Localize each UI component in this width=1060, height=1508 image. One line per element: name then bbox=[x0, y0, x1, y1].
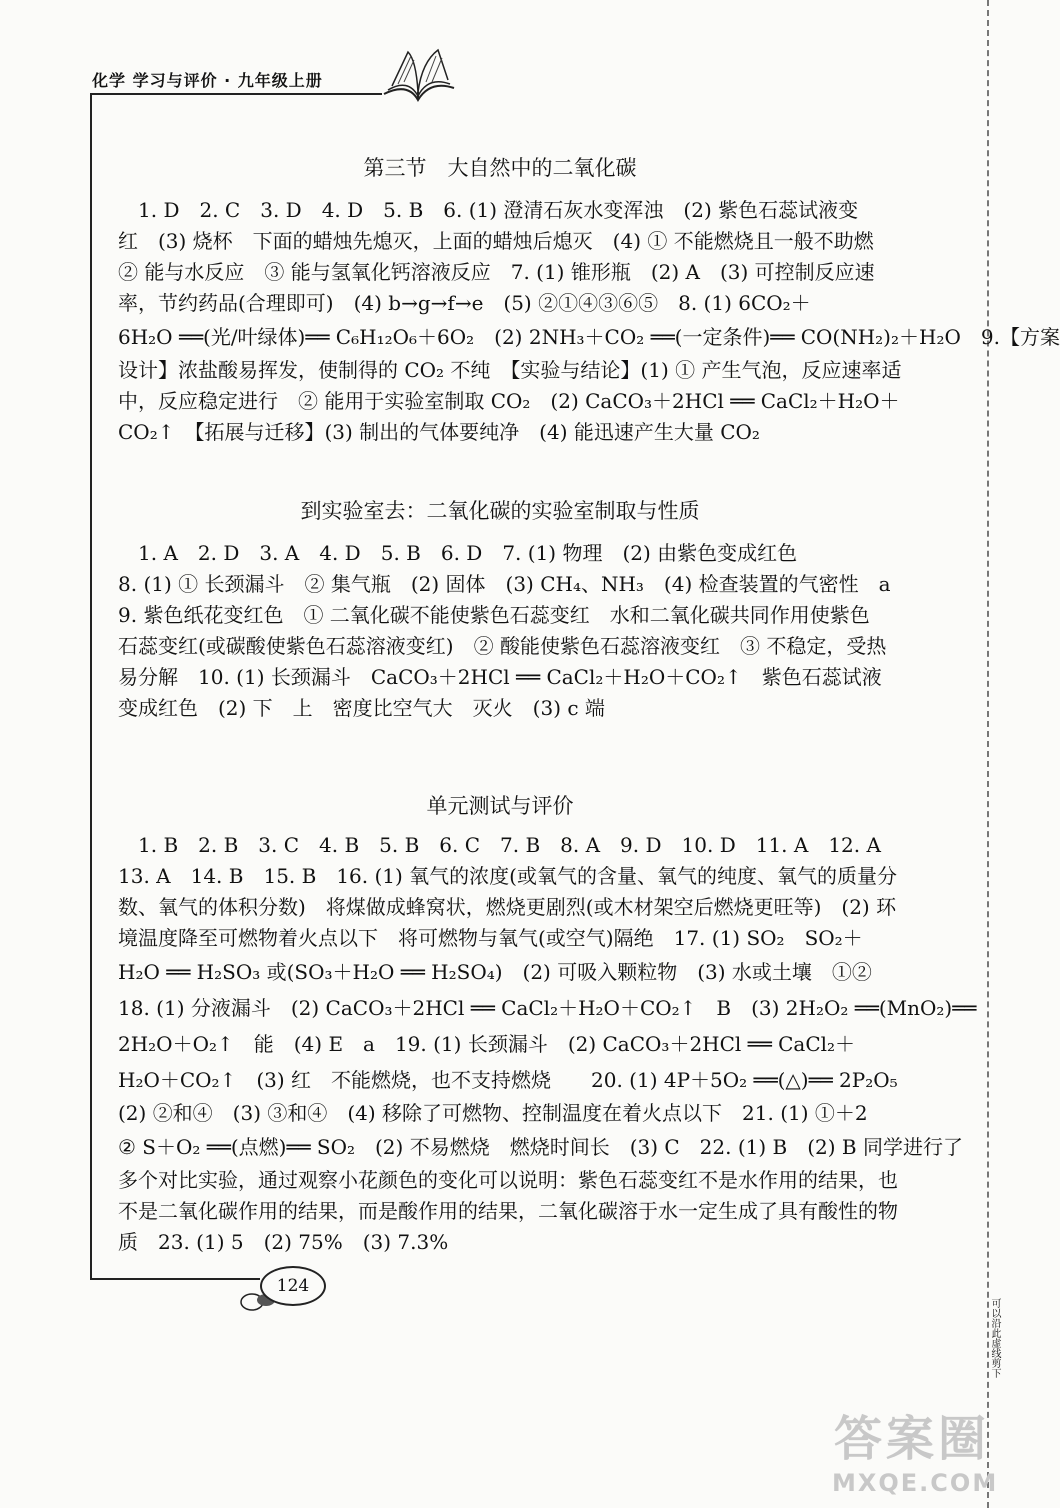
section-title-2: 到实验室去：二氧化碳的实验室制取与性质 bbox=[300, 499, 700, 523]
answer-line: ② 能与水反应 ③ 能与氢氧化钙溶液反应 7. (1) 锥形瓶 (2) A (3) 可控制反应速 bbox=[118, 260, 875, 284]
section-3-answers bbox=[118, 830, 977, 1258]
watermark-url: MXQE.COM bbox=[832, 1469, 999, 1497]
answer-line: 中，反应稳定进行 ② 能用于实验室制取 CO₂ (2) CaCO₃＋2HCl ══ CaCl₂＋H₂O＋ bbox=[118, 389, 900, 413]
answer-line: 13. A 14. B 15. B 16. (1) 氧气的浓度(或氧气的含量、氧气的纯度、氧气的质量分 bbox=[118, 864, 897, 888]
answer-line: (2) ②和④ (3) ③和④ (4) 移除了可燃物、控制温度在着火点以下 21. (1) ①＋2 bbox=[118, 1101, 868, 1125]
answer-line: 多个对比实验，通过观察小花颜色的变化可以说明：紫色石蕊变红不是水作用的结果，也 bbox=[118, 1168, 898, 1192]
header-rule bbox=[90, 93, 382, 95]
answer-line: 不是二氧化碳作用的结果，而是酸作用的结果，二氧化碳溶于水一定生成了具有酸性的物 bbox=[118, 1199, 898, 1223]
answer-line: 1. B 2. B 3. C 4. B 5. B 6. C 7. B 8. A 9. D 10. D 11. A 12. A bbox=[118, 833, 881, 857]
answer-line: CO₂↑ 【拓展与迁移】(3) 制出的气体要纯净 (4) 能迅速产生大量 CO₂ bbox=[118, 420, 760, 444]
watermark-text: 答案圈 bbox=[833, 1411, 990, 1467]
answer-line: 数、氧气的体积分数) 将煤做成蜂窝状，燃烧更剧烈(或木材架空后燃烧更旺等) (2) 环 bbox=[118, 895, 897, 919]
answer-line: 1. D 2. C 3. D 4. D 5. B 6. (1) 澄清石灰水变浑浊 (2) 紫色石蕊试液变 bbox=[118, 198, 859, 222]
answer-line: 石蕊变红(或碳酸使紫色石蕊溶液变红) ② 酸能使紫色石蕊溶液变红 ③ 不稳定，受热 bbox=[118, 634, 887, 658]
answer-line: 9. 紫色纸花变红色 ① 二氧化碳不能使紫色石蕊变红 水和二氧化碳共同作用使紫色 bbox=[118, 603, 870, 627]
running-header: 化学 学习与评价 · 九年级上册 bbox=[92, 71, 323, 90]
answer-line: 18. (1) 分液漏斗 (2) CaCO₃＋2HCl ══ CaCl₂＋H₂O＋CO₂↑ B (3) 2H₂O₂ ══(MnO₂)══ bbox=[118, 996, 977, 1020]
answer-line: H₂O＋CO₂↑ (3) 红 不能燃烧，也不支持燃烧 20. (1) 4P＋5O₂ ══(△)══ 2P₂O₅ bbox=[118, 1068, 898, 1092]
section-title-1: 第三节 大自然中的二氧化碳 bbox=[363, 156, 637, 180]
page-number: 124 bbox=[260, 1266, 326, 1306]
answer-line: H₂O ══ H₂SO₃ 或(SO₃＋H₂O ══ H₂SO₄) (2) 可吸入颗粒物 (3) 水或土壤 ①② bbox=[118, 960, 872, 984]
answer-line: 率，节约药品(合理即可) (4) b→g→f→e (5) ②①④③⑥⑤ 8. (1) 6CO₂＋ bbox=[118, 291, 811, 315]
page-left-border bbox=[90, 95, 92, 1280]
section-title-3: 单元测试与评价 bbox=[426, 794, 574, 818]
answer-line: 质 23. (1) 5 (2) 75% (3) 7.3% bbox=[118, 1230, 449, 1254]
section-2-answers bbox=[118, 538, 928, 724]
cut-dashed-line bbox=[987, 0, 989, 1508]
answer-line: 设计】浓盐酸易挥发，使制得的 CO₂ 不纯 【实验与结论】(1) ① 产生气泡，反应速率适 bbox=[118, 358, 902, 382]
cut-instruction-note: 可以沿此虚线剪下 bbox=[989, 1298, 1000, 1378]
page-number-badge bbox=[238, 1258, 338, 1318]
answer-line: 境温度降至可燃物着火点以下 将可燃物与氧气(或空气)隔绝 17. (1) SO₂ SO₂＋ bbox=[118, 926, 863, 950]
answer-line: 变成红色 (2) 下 上 密度比空气大 灭火 (3) c 端 bbox=[118, 696, 605, 720]
page-bottom-border bbox=[90, 1278, 260, 1280]
answer-line: 红 (3) 烧杯 下面的蜡烛先熄灭，上面的蜡烛后熄灭 (4) ① 不能燃烧且一般不助燃 bbox=[118, 229, 874, 253]
answer-line: 易分解 10. (1) 长颈漏斗 CaCO₃＋2HCl ══ CaCl₂＋H₂O＋CO₂↑ 紫色石蕊试液 bbox=[118, 665, 882, 689]
watermark bbox=[832, 1400, 999, 1497]
section-1-answers bbox=[118, 195, 1060, 448]
answer-line: ② S＋O₂ ══(点燃)══ SO₂ (2) 不易燃烧 燃烧时间长 (3) C 22. (1) B (2) B 同学进行了 bbox=[118, 1135, 963, 1159]
answer-line: 8. (1) ① 长颈漏斗 ② 集气瓶 (2) 固体 (3) CH₄、NH₃ (4) 检查装置的气密性 a bbox=[118, 572, 891, 596]
open-book-icon bbox=[378, 42, 458, 112]
answer-line: 6H₂O ══(光/叶绿体)══ C₆H₁₂O₆＋6O₂ (2) 2NH₃＋CO₂ ══(一定条件)══ CO(NH₂)₂＋H₂O 9.【方案 bbox=[118, 325, 1060, 349]
answer-line: 1. A 2. D 3. A 4. D 5. B 6. D 7. (1) 物理 (2) 由紫色变成红色 bbox=[118, 541, 798, 565]
answer-line: 2H₂O＋O₂↑ 能 (4) E a 19. (1) 长颈漏斗 (2) CaCO₃＋2HCl ══ CaCl₂＋ bbox=[118, 1032, 856, 1056]
